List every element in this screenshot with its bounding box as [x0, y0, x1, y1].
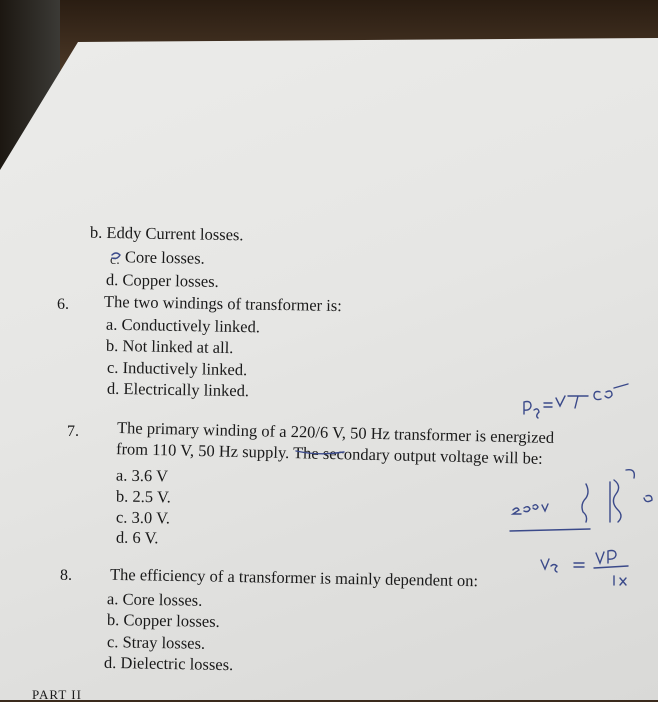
pen-stroke-cos [594, 391, 612, 400]
pen-stroke-p [524, 402, 531, 415]
pen-stroke-vs [541, 559, 557, 572]
underline-mark [296, 451, 344, 454]
q6-option-a: a. Conductively linked. [105, 314, 261, 337]
q8-option-b: b. Copper losses. [106, 610, 220, 631]
pen-stroke-220v [513, 504, 548, 514]
q7-option-b: b. 2.5 V. [115, 486, 172, 507]
q8-option-d: d. Dielectric losses. [103, 652, 234, 675]
q5-struck-marker: c. [110, 253, 120, 268]
q6-option-b: b. Not linked at all. [105, 335, 234, 358]
coil-lines [610, 470, 634, 522]
q7-option-c: c. 3.0 V. [115, 507, 171, 528]
coil-left [582, 484, 588, 522]
fraction-bar [594, 566, 628, 568]
q5-option-c: Core losses. [124, 247, 205, 268]
pen-stroke-i [568, 396, 588, 408]
q7-question-line2: from 110 V, 50 Hz supply. The secondary output voltage will be: [115, 439, 543, 468]
q7-option-d: d. 6 V. [115, 527, 159, 548]
q8-question: The efficiency of a transformer is mainly dependent on: [109, 564, 479, 591]
q6-option-c: c. Inductively linked. [106, 357, 248, 380]
scribble-mark [112, 253, 120, 259]
q6-question: The two windings of transformer is: [103, 291, 343, 316]
pen-stroke-tail [614, 384, 628, 388]
coil-right [613, 480, 621, 522]
q6-option-d: d. Electrically linked. [106, 378, 250, 401]
q6-number: 6. [57, 296, 69, 313]
q8-option-c: c. Stray losses. [106, 632, 206, 653]
pen-stroke-s [534, 409, 539, 418]
q7-option-a: a. 3.6 V [115, 465, 169, 486]
q8-number: 8. [60, 567, 72, 584]
q5-option-d: d. Copper losses. [105, 270, 219, 291]
pen-line [510, 529, 590, 531]
pen-small-circle [644, 496, 652, 502]
q7-question-line1: The primary winding of a 220/6 V, 50 Hz transformer is energized [116, 418, 555, 447]
part-heading: PART II [32, 687, 82, 702]
q5-option-b: b. Eddy Current losses. [89, 222, 244, 245]
pen-stroke-equals-2 [574, 563, 584, 567]
pen-stroke-equals [544, 403, 552, 407]
pen-stroke-vp [596, 551, 616, 564]
q7-number: 7. [67, 423, 79, 440]
q8-option-a: a. Core losses. [106, 589, 203, 610]
pen-stroke-1x [614, 576, 626, 585]
pen-stroke-v [556, 396, 565, 406]
